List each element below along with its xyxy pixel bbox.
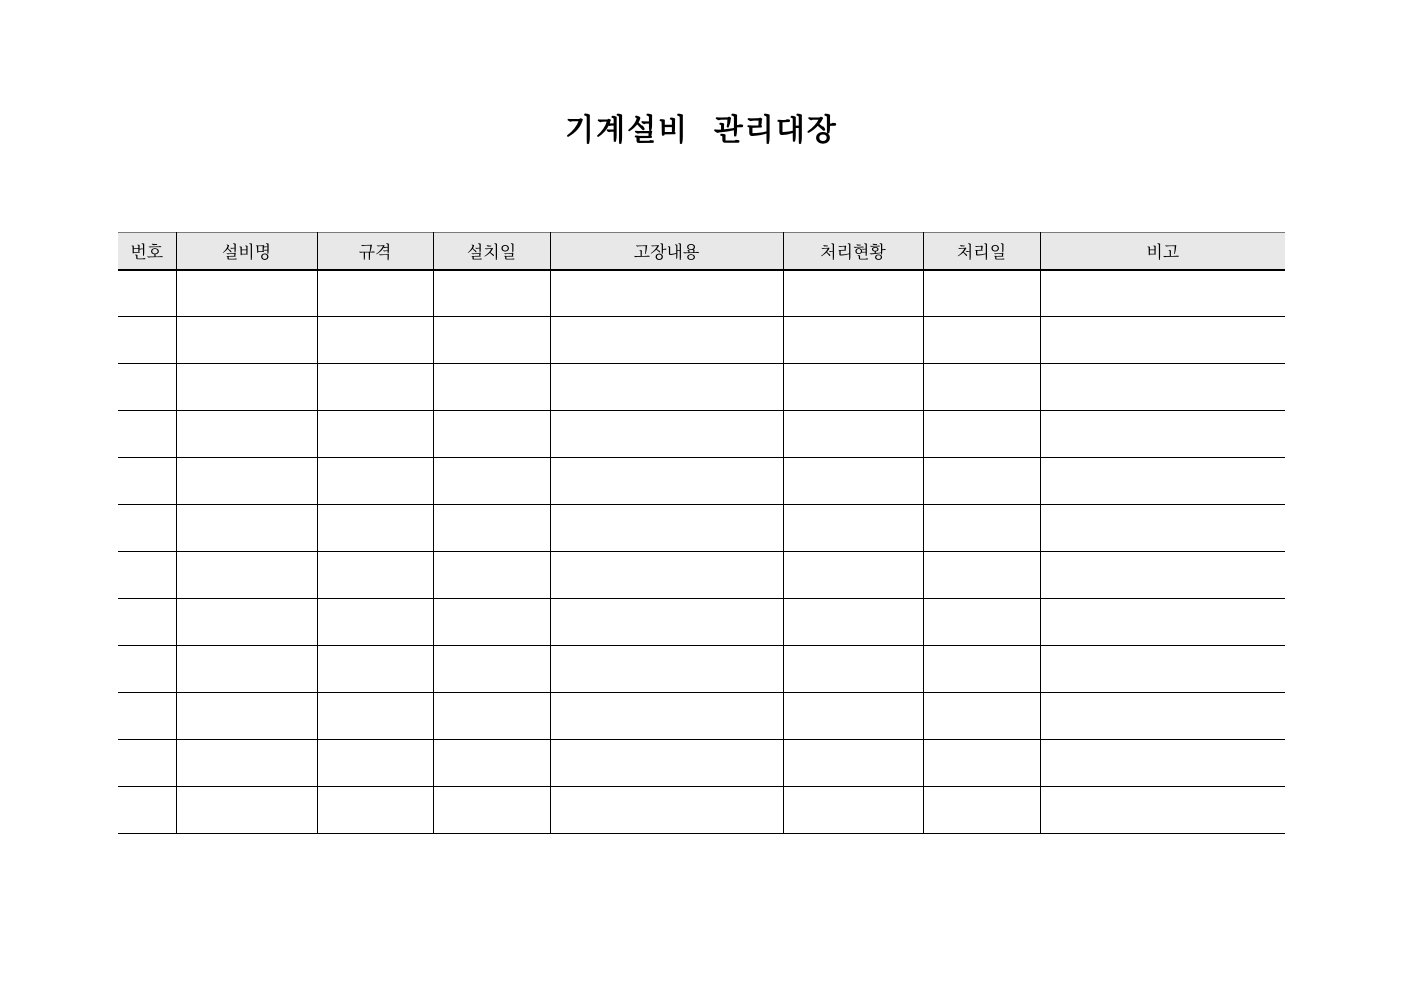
table-cell-specification xyxy=(317,270,433,317)
column-header-number: 번호 xyxy=(118,233,176,270)
table-cell-remarks xyxy=(1040,364,1285,411)
table-cell-specification xyxy=(317,317,433,364)
table-cell-processing-date xyxy=(923,505,1040,552)
table-cell-processing-date xyxy=(923,270,1040,317)
table-cell-remarks xyxy=(1040,317,1285,364)
table-cell-equipment-name xyxy=(176,505,317,552)
table-cell-equipment-name xyxy=(176,693,317,740)
table-cell-processing-status xyxy=(783,458,923,505)
table-cell-equipment-name xyxy=(176,552,317,599)
table-cell-remarks xyxy=(1040,599,1285,646)
table-cell-fault-details xyxy=(550,458,783,505)
table-row xyxy=(118,552,1285,599)
table-cell-number xyxy=(118,270,176,317)
table-cell-processing-status xyxy=(783,646,923,693)
table-cell-fault-details xyxy=(550,270,783,317)
table-cell-equipment-name xyxy=(176,458,317,505)
table-cell-equipment-name xyxy=(176,317,317,364)
table-row xyxy=(118,740,1285,787)
table-cell-processing-date xyxy=(923,599,1040,646)
table-cell-equipment-name xyxy=(176,740,317,787)
table-cell-processing-status xyxy=(783,599,923,646)
table-cell-processing-date xyxy=(923,693,1040,740)
table-cell-remarks xyxy=(1040,458,1285,505)
table-cell-processing-date xyxy=(923,552,1040,599)
column-header-install-date: 설치일 xyxy=(433,233,550,270)
table-cell-number xyxy=(118,646,176,693)
table-cell-processing-date xyxy=(923,317,1040,364)
table-cell-install-date xyxy=(433,693,550,740)
column-header-fault-details: 고장내용 xyxy=(550,233,783,270)
table-cell-specification xyxy=(317,693,433,740)
table-cell-install-date xyxy=(433,787,550,834)
table-row xyxy=(118,270,1285,317)
table-row xyxy=(118,364,1285,411)
table-cell-specification xyxy=(317,599,433,646)
table-cell-number xyxy=(118,411,176,458)
table-row xyxy=(118,646,1285,693)
table-cell-specification xyxy=(317,552,433,599)
table-cell-fault-details xyxy=(550,787,783,834)
table-cell-fault-details xyxy=(550,317,783,364)
table-cell-install-date xyxy=(433,411,550,458)
table-cell-processing-status xyxy=(783,552,923,599)
table-row xyxy=(118,505,1285,552)
table-cell-specification xyxy=(317,646,433,693)
table-cell-fault-details xyxy=(550,693,783,740)
table-cell-fault-details xyxy=(550,364,783,411)
table-cell-remarks xyxy=(1040,646,1285,693)
table-cell-fault-details xyxy=(550,411,783,458)
equipment-ledger-table xyxy=(118,232,1285,834)
table-cell-number xyxy=(118,364,176,411)
table-cell-number xyxy=(118,599,176,646)
table-cell-processing-status xyxy=(783,505,923,552)
column-header-equipment-name: 설비명 xyxy=(176,233,317,270)
table-cell-equipment-name xyxy=(176,599,317,646)
table-cell-specification xyxy=(317,787,433,834)
table-row xyxy=(118,787,1285,834)
table-cell-processing-date xyxy=(923,740,1040,787)
table-cell-remarks xyxy=(1040,552,1285,599)
table-cell-processing-status xyxy=(783,270,923,317)
table-cell-fault-details xyxy=(550,646,783,693)
table-cell-processing-status xyxy=(783,411,923,458)
table-cell-equipment-name xyxy=(176,411,317,458)
table-cell-processing-date xyxy=(923,646,1040,693)
column-header-specification: 규격 xyxy=(317,233,433,270)
column-header-processing-date: 처리일 xyxy=(923,233,1040,270)
page-title: 기계설비 관리대장 xyxy=(565,113,838,148)
table-cell-fault-details xyxy=(550,552,783,599)
table-cell-processing-date xyxy=(923,458,1040,505)
table-row xyxy=(118,599,1285,646)
table-cell-remarks xyxy=(1040,787,1285,834)
table-cell-number xyxy=(118,552,176,599)
table-cell-processing-status xyxy=(783,693,923,740)
table-cell-processing-date xyxy=(923,411,1040,458)
column-header-remarks: 비고 xyxy=(1040,233,1285,270)
table-row xyxy=(118,411,1285,458)
table-cell-equipment-name xyxy=(176,364,317,411)
table-row xyxy=(118,317,1285,364)
table-row xyxy=(118,693,1285,740)
table-cell-specification xyxy=(317,364,433,411)
table-cell-number xyxy=(118,317,176,364)
table-cell-remarks xyxy=(1040,740,1285,787)
table-cell-specification xyxy=(317,458,433,505)
table-cell-processing-status xyxy=(783,317,923,364)
table-cell-remarks xyxy=(1040,505,1285,552)
table-cell-install-date xyxy=(433,552,550,599)
table-cell-install-date xyxy=(433,599,550,646)
table-cell-equipment-name xyxy=(176,270,317,317)
table-cell-install-date xyxy=(433,317,550,364)
table-cell-number xyxy=(118,458,176,505)
table-cell-install-date xyxy=(433,364,550,411)
table-cell-fault-details xyxy=(550,505,783,552)
table-cell-install-date xyxy=(433,740,550,787)
table-row xyxy=(118,458,1285,505)
table-cell-processing-status xyxy=(783,740,923,787)
table-cell-remarks xyxy=(1040,693,1285,740)
table-cell-install-date xyxy=(433,505,550,552)
table-cell-install-date xyxy=(433,270,550,317)
column-header-processing-status: 처리현황 xyxy=(783,233,923,270)
table-header-row xyxy=(118,233,1285,270)
table-cell-specification xyxy=(317,505,433,552)
table-cell-number xyxy=(118,693,176,740)
table-cell-specification xyxy=(317,411,433,458)
table-cell-equipment-name xyxy=(176,646,317,693)
table-cell-equipment-name xyxy=(176,787,317,834)
table-cell-number xyxy=(118,740,176,787)
table-cell-processing-status xyxy=(783,364,923,411)
table-cell-processing-date xyxy=(923,364,1040,411)
table-cell-number xyxy=(118,787,176,834)
table-cell-processing-date xyxy=(923,787,1040,834)
table-cell-remarks xyxy=(1040,270,1285,317)
table-cell-fault-details xyxy=(550,599,783,646)
table-cell-processing-status xyxy=(783,787,923,834)
table-cell-install-date xyxy=(433,646,550,693)
table-cell-number xyxy=(118,505,176,552)
table-cell-remarks xyxy=(1040,411,1285,458)
table-cell-specification xyxy=(317,740,433,787)
table-cell-fault-details xyxy=(550,740,783,787)
table-cell-install-date xyxy=(433,458,550,505)
